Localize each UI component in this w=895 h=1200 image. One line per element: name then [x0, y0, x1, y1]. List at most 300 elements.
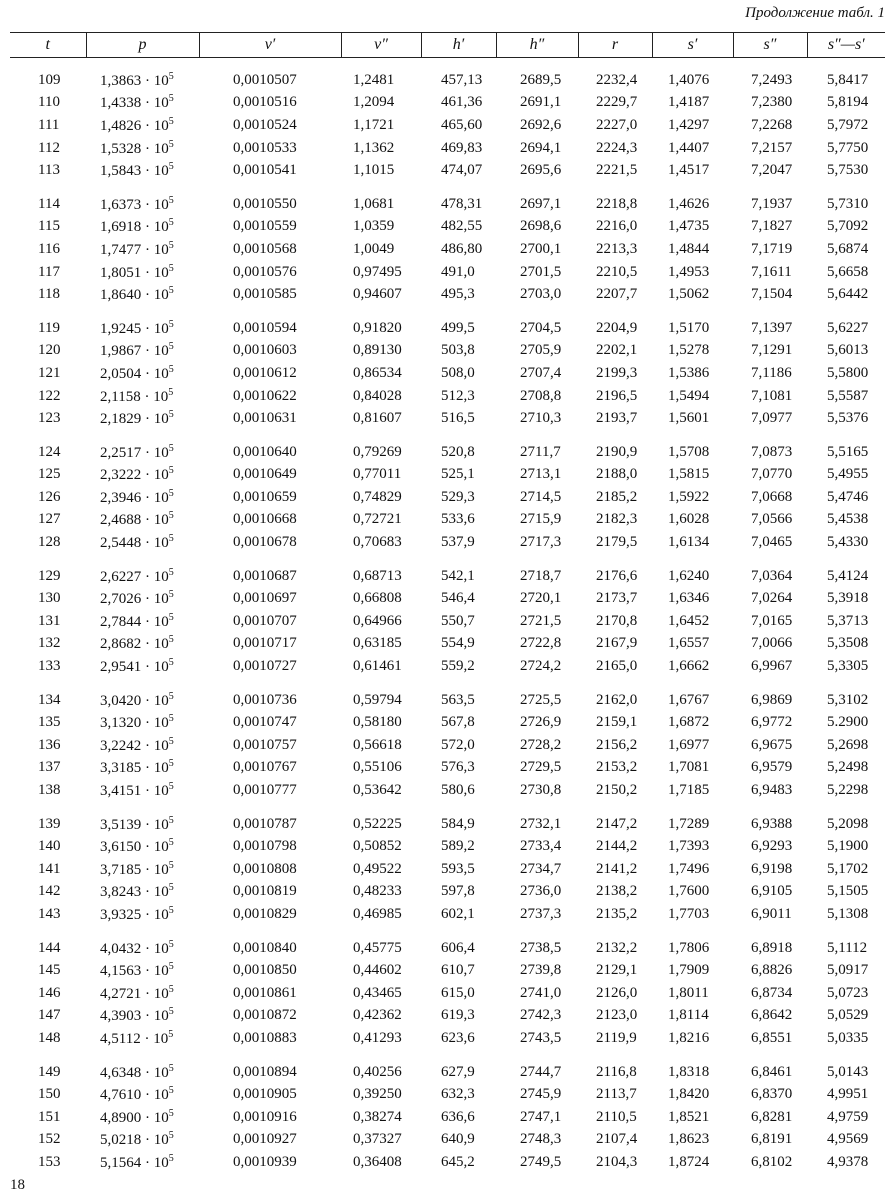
- cell-v-liquid: 0,0010516: [233, 94, 297, 111]
- table-row: [10, 441, 885, 464]
- cell-r: 2170,8: [596, 612, 638, 629]
- table-row: [10, 779, 885, 802]
- cell-s-diff: 5,6658: [827, 263, 869, 280]
- cell-s-liquid: 1,7185: [668, 782, 710, 799]
- cell-s-liquid: 1,6872: [668, 714, 710, 731]
- table-row: [10, 655, 885, 678]
- pressure-multiplier: · 10: [145, 715, 169, 732]
- cell-s-diff: 5,7750: [827, 139, 869, 156]
- cell-v-liquid: 0,0010550: [233, 195, 297, 212]
- pressure-multiplier: · 10: [145, 140, 169, 157]
- cell-r: 2185,2: [596, 488, 638, 505]
- pressure-mantissa: 2,8682: [100, 636, 142, 653]
- cell-r: 2216,0: [596, 218, 638, 235]
- cell-h-liquid: 597,8: [441, 883, 475, 900]
- cell-v-vapor: 1,1721: [353, 116, 395, 133]
- cell-v-liquid: 0,0010649: [233, 466, 297, 483]
- table-row: [10, 689, 885, 712]
- cell-p: [86, 137, 199, 160]
- cell-r: 2210,5: [596, 263, 638, 280]
- cell-h-liquid: 602,1: [441, 905, 475, 922]
- cell-t: 117: [38, 263, 60, 280]
- pressure-mantissa: 1,3863: [100, 72, 142, 89]
- pressure-multiplier: · 10: [145, 320, 169, 337]
- cell-s-diff: 5,6013: [827, 342, 869, 359]
- pressure-multiplier: · 10: [145, 613, 169, 630]
- table-row: [10, 734, 885, 757]
- cell-h-liquid: 632,3: [441, 1086, 475, 1103]
- cell-t: 126: [38, 488, 61, 505]
- table-row: [10, 1151, 885, 1174]
- cell-p: [86, 1027, 199, 1050]
- cell-v-liquid: 0,0010559: [233, 218, 297, 235]
- cell-s-liquid: 1,7703: [668, 905, 710, 922]
- cell-h-liquid: 645,2: [441, 1153, 475, 1170]
- table-row: [10, 1106, 885, 1129]
- cell-v-liquid: 0,0010687: [233, 567, 297, 584]
- cell-s-liquid: 1,5708: [668, 443, 710, 460]
- cell-v-liquid: 0,0010767: [233, 759, 297, 776]
- pressure-exponent: 5: [168, 657, 174, 669]
- cell-s-liquid: 1,8420: [668, 1086, 710, 1103]
- pressure-exponent: 5: [168, 194, 174, 206]
- cell-v-liquid: 0,0010659: [233, 488, 297, 505]
- pressure-multiplier: · 10: [145, 783, 169, 800]
- cell-v-liquid: 0,0010819: [233, 883, 297, 900]
- cell-v-vapor: 0,55106: [353, 759, 402, 776]
- cell-s-diff: 5,5376: [827, 410, 869, 427]
- cell-s-liquid: 1,5386: [668, 364, 710, 381]
- cell-s-liquid: 1,8318: [668, 1063, 710, 1080]
- pressure-exponent: 5: [168, 1006, 174, 1018]
- cell-s-vapor: 7,0873: [751, 443, 793, 460]
- table-row: [10, 1005, 885, 1028]
- group-spacer: [10, 554, 885, 565]
- cell-v-vapor: 0,36408: [353, 1153, 402, 1170]
- pressure-mantissa: 2,7844: [100, 613, 142, 630]
- cell-v-liquid: 0,0010697: [233, 590, 297, 607]
- pressure-mantissa: 1,8640: [100, 287, 142, 304]
- cell-p: [86, 937, 199, 960]
- cell-h-liquid: 508,0: [441, 364, 475, 381]
- cell-p: [86, 159, 199, 182]
- cell-v-vapor: 0,91820: [353, 319, 402, 336]
- table-caption: Продолжение табл. 1: [745, 5, 885, 21]
- cell-s-vapor: 7,2380: [751, 94, 793, 111]
- table-row: [10, 317, 885, 340]
- pressure-mantissa: 4,8900: [100, 1109, 142, 1126]
- cell-v-vapor: 0,97495: [353, 263, 402, 280]
- cell-s-vapor: 6,9483: [751, 782, 793, 799]
- cell-v-vapor: 0,40256: [353, 1063, 402, 1080]
- cell-v-vapor: 0,84028: [353, 387, 402, 404]
- cell-s-diff: 5,3102: [827, 691, 869, 708]
- cell-r: 2227,0: [596, 116, 638, 133]
- cell-s-diff: 5,5165: [827, 443, 869, 460]
- pressure-mantissa: 2,1829: [100, 411, 142, 428]
- cell-h-vapor: 2698,6: [520, 218, 562, 235]
- table-row: [10, 610, 885, 633]
- cell-v-liquid: 0,0010939: [233, 1153, 297, 1170]
- cell-s-vapor: 7,2493: [751, 71, 793, 88]
- pressure-multiplier: · 10: [145, 659, 169, 676]
- cell-h-liquid: 623,6: [441, 1029, 475, 1046]
- cell-v-liquid: 0,0010507: [233, 71, 297, 88]
- spacer-cell: [10, 926, 885, 937]
- cell-s-diff: 5,4538: [827, 511, 869, 528]
- cell-h-liquid: 516,5: [441, 410, 475, 427]
- cell-h-liquid: 584,9: [441, 815, 475, 832]
- table-row: [10, 982, 885, 1005]
- cell-r: 2229,7: [596, 94, 638, 111]
- cell-p: [86, 340, 199, 363]
- table-row: [10, 362, 885, 385]
- cell-s-vapor: 6,9198: [751, 860, 793, 877]
- cell-s-diff: 5,1308: [827, 905, 869, 922]
- cell-h-vapor: 2705,9: [520, 342, 562, 359]
- pressure-exponent: 5: [168, 1130, 174, 1142]
- cell-s-liquid: 1,6346: [668, 590, 710, 607]
- pressure-multiplier: · 10: [145, 884, 169, 901]
- cell-s-liquid: 1,5062: [668, 286, 710, 303]
- cell-s-liquid: 1,6557: [668, 635, 710, 652]
- table-row: [10, 464, 885, 487]
- table-row: [10, 565, 885, 588]
- pressure-multiplier: · 10: [145, 264, 169, 281]
- cell-s-vapor: 6,8191: [751, 1131, 793, 1148]
- cell-s-vapor: 6,9967: [751, 658, 793, 675]
- cell-h-liquid: 619,3: [441, 1007, 475, 1024]
- cell-s-vapor: 7,1719: [751, 240, 793, 257]
- cell-s-liquid: 1,7806: [668, 939, 710, 956]
- cell-t: 151: [38, 1108, 61, 1125]
- cell-t: 148: [38, 1029, 61, 1046]
- cell-s-vapor: 7,0066: [751, 635, 793, 652]
- cell-v-liquid: 0,0010757: [233, 736, 297, 753]
- cell-s-diff: 5,6874: [827, 240, 869, 257]
- cell-v-vapor: 1,2094: [353, 94, 395, 111]
- pressure-mantissa: 2,3946: [100, 489, 142, 506]
- cell-t: 131: [38, 612, 61, 629]
- cell-p: [86, 1129, 199, 1152]
- cell-h-liquid: 636,6: [441, 1108, 475, 1125]
- cell-h-vapor: 2739,8: [520, 962, 562, 979]
- cell-p: [86, 633, 199, 656]
- cell-r: 2165,0: [596, 658, 638, 675]
- pressure-mantissa: 3,7185: [100, 861, 142, 878]
- group-spacer: [10, 1050, 885, 1061]
- cell-t: 113: [38, 162, 60, 179]
- cell-s-liquid: 1,6028: [668, 511, 710, 528]
- cell-r: 2190,9: [596, 443, 638, 460]
- cell-h-vapor: 2742,3: [520, 1007, 562, 1024]
- pressure-multiplier: · 10: [145, 512, 169, 529]
- cell-v-vapor: 1,2481: [353, 71, 395, 88]
- cell-r: 2232,4: [596, 71, 638, 88]
- pressure-multiplier: · 10: [145, 95, 169, 112]
- cell-s-diff: 5,7092: [827, 218, 869, 235]
- cell-r: 2123,0: [596, 1007, 638, 1024]
- cell-t: 115: [38, 218, 60, 235]
- cell-v-vapor: 0,56618: [353, 736, 402, 753]
- pressure-exponent: 5: [168, 961, 174, 973]
- cell-v-vapor: 0,68713: [353, 567, 402, 584]
- cell-t: 118: [38, 286, 60, 303]
- cell-h-liquid: 461,36: [441, 94, 483, 111]
- table-body: [10, 58, 885, 1174]
- pressure-mantissa: 2,6227: [100, 568, 142, 585]
- group-spacer: [10, 182, 885, 193]
- table-row: [10, 531, 885, 554]
- cell-v-vapor: 1,0049: [353, 240, 395, 257]
- pressure-exponent: 5: [168, 1107, 174, 1119]
- cell-v-vapor: 0,48233: [353, 883, 402, 900]
- cell-v-liquid: 0,0010707: [233, 612, 297, 629]
- cell-p: [86, 835, 199, 858]
- table-row: [10, 114, 885, 137]
- cell-v-liquid: 0,0010736: [233, 691, 297, 708]
- spacer-cell: [10, 182, 885, 193]
- pressure-multiplier: · 10: [145, 737, 169, 754]
- cell-t: 130: [38, 590, 61, 607]
- cell-p: [86, 193, 199, 216]
- pressure-mantissa: 3,5139: [100, 816, 142, 833]
- cell-r: 2150,2: [596, 782, 638, 799]
- table-row: [10, 1129, 885, 1152]
- cell-s-liquid: 1,6134: [668, 534, 710, 551]
- cell-v-liquid: 0,0010927: [233, 1131, 297, 1148]
- pressure-exponent: 5: [168, 409, 174, 421]
- pressure-mantissa: 2,7026: [100, 591, 142, 608]
- pressure-multiplier: · 10: [145, 861, 169, 878]
- cell-h-vapor: 2741,0: [520, 984, 562, 1001]
- pressure-mantissa: 1,5328: [100, 140, 142, 157]
- table-row: [10, 711, 885, 734]
- cell-r: 2159,1: [596, 714, 638, 731]
- cell-s-diff: 5,1702: [827, 860, 869, 877]
- cell-v-liquid: 0,0010727: [233, 658, 297, 675]
- cell-h-liquid: 457,13: [441, 71, 483, 88]
- cell-s-diff: 5,0529: [827, 1007, 869, 1024]
- spacer-cell: [10, 554, 885, 565]
- cell-v-vapor: 0,77011: [353, 466, 402, 483]
- cell-v-vapor: 1,1362: [353, 139, 395, 156]
- cell-r: 2110,5: [596, 1108, 637, 1125]
- cell-h-liquid: 550,7: [441, 612, 475, 629]
- cell-h-liquid: 542,1: [441, 567, 475, 584]
- cell-p: [86, 238, 199, 261]
- cell-h-vapor: 2703,0: [520, 286, 562, 303]
- cell-r: 2116,8: [596, 1063, 637, 1080]
- cell-s-diff: 5,2098: [827, 815, 869, 832]
- pressure-mantissa: 4,1563: [100, 963, 142, 980]
- col-header-v-vapor: v″: [341, 33, 421, 58]
- cell-p: [86, 317, 199, 340]
- cell-s-liquid: 1,8521: [668, 1108, 710, 1125]
- table-row: [10, 407, 885, 430]
- cell-p: [86, 407, 199, 430]
- cell-t: 149: [38, 1063, 61, 1080]
- cell-s-vapor: 6,8102: [751, 1153, 793, 1170]
- pressure-multiplier: · 10: [145, 692, 169, 709]
- pressure-multiplier: · 10: [145, 940, 169, 957]
- cell-r: 2141,2: [596, 860, 638, 877]
- cell-v-liquid: 0,0010883: [233, 1029, 297, 1046]
- cell-h-liquid: 576,3: [441, 759, 475, 776]
- table-row: [10, 959, 885, 982]
- pressure-mantissa: 3,2242: [100, 737, 142, 754]
- cell-r: 2167,9: [596, 635, 638, 652]
- cell-s-vapor: 7,1081: [751, 387, 793, 404]
- cell-r: 2224,3: [596, 139, 638, 156]
- cell-h-vapor: 2730,8: [520, 782, 562, 799]
- cell-h-vapor: 2738,5: [520, 939, 562, 956]
- cell-s-diff: 5,7972: [827, 116, 869, 133]
- pressure-mantissa: 1,9867: [100, 343, 142, 360]
- pressure-mantissa: 3,8243: [100, 884, 142, 901]
- cell-r: 2147,2: [596, 815, 638, 832]
- table-row: [10, 903, 885, 926]
- cell-h-vapor: 2725,5: [520, 691, 562, 708]
- pressure-exponent: 5: [168, 93, 174, 105]
- cell-s-liquid: 1,4626: [668, 195, 710, 212]
- cell-h-vapor: 2743,5: [520, 1029, 562, 1046]
- cell-s-diff: 4,9759: [827, 1108, 869, 1125]
- cell-s-diff: 5,6227: [827, 319, 869, 336]
- cell-v-liquid: 0,0010622: [233, 387, 297, 404]
- pressure-mantissa: 2,2517: [100, 444, 142, 461]
- cell-r: 2138,2: [596, 883, 638, 900]
- pressure-exponent: 5: [168, 442, 174, 454]
- cell-t: 135: [38, 714, 61, 731]
- pressure-multiplier: · 10: [145, 343, 169, 360]
- cell-v-liquid: 0,0010905: [233, 1086, 297, 1103]
- cell-p: [86, 531, 199, 554]
- pressure-exponent: 5: [168, 363, 174, 375]
- pressure-mantissa: 4,7610: [100, 1087, 142, 1104]
- cell-s-diff: 5,4124: [827, 567, 869, 584]
- cell-p: [86, 1151, 199, 1174]
- pressure-mantissa: 2,9541: [100, 659, 142, 676]
- cell-p: [86, 283, 199, 306]
- pressure-exponent: 5: [168, 566, 174, 578]
- cell-r: 2156,2: [596, 736, 638, 753]
- pressure-mantissa: 1,9245: [100, 320, 142, 337]
- cell-s-liquid: 1,5170: [668, 319, 710, 336]
- steam-table: [10, 32, 885, 1174]
- cell-r: 2162,0: [596, 691, 638, 708]
- pressure-multiplier: · 10: [145, 568, 169, 585]
- pressure-multiplier: · 10: [145, 760, 169, 777]
- cell-s-vapor: 6,9011: [751, 905, 792, 922]
- cell-v-vapor: 0,58180: [353, 714, 402, 731]
- group-spacer: [10, 306, 885, 317]
- cell-h-liquid: 465,60: [441, 116, 483, 133]
- cell-s-diff: 5,3918: [827, 590, 869, 607]
- cell-v-vapor: 0,94607: [353, 286, 402, 303]
- table-row: [10, 193, 885, 216]
- cell-h-vapor: 2694,1: [520, 139, 562, 156]
- pressure-mantissa: 1,8051: [100, 264, 142, 281]
- col-header-h-liquid: h′: [421, 33, 496, 58]
- pressure-multiplier: · 10: [145, 241, 169, 258]
- cell-s-diff: 5.2900: [827, 714, 869, 731]
- cell-s-diff: 4,9378: [827, 1153, 869, 1170]
- page-number: 18: [10, 1177, 25, 1193]
- cell-s-liquid: 1,8724: [668, 1153, 710, 1170]
- cell-v-liquid: 0,0010894: [233, 1063, 297, 1080]
- cell-v-liquid: 0,0010640: [233, 443, 297, 460]
- cell-v-liquid: 0,0010840: [233, 939, 297, 956]
- cell-p: [86, 261, 199, 284]
- pressure-exponent: 5: [168, 882, 174, 894]
- cell-h-vapor: 2733,4: [520, 838, 562, 855]
- cell-s-liquid: 1,5815: [668, 466, 710, 483]
- cell-s-diff: 5,5800: [827, 364, 869, 381]
- cell-s-liquid: 1,4517: [668, 162, 710, 179]
- pressure-multiplier: · 10: [144, 388, 169, 405]
- cell-s-liquid: 1,7081: [668, 759, 710, 776]
- cell-s-diff: 5,4330: [827, 534, 869, 551]
- cell-h-liquid: 486,80: [441, 240, 483, 257]
- cell-h-liquid: 559,2: [441, 658, 475, 675]
- pressure-exponent: 5: [168, 611, 174, 623]
- cell-s-vapor: 7,0668: [751, 488, 793, 505]
- cell-s-liquid: 1,4844: [668, 240, 710, 257]
- spacer-cell: [10, 430, 885, 441]
- col-header-v-liquid: v′: [199, 33, 341, 58]
- table-row: [10, 835, 885, 858]
- pressure-mantissa: 2,0504: [100, 365, 142, 382]
- cell-r: 2207,7: [596, 286, 638, 303]
- cell-h-liquid: 469,83: [441, 139, 483, 156]
- cell-h-vapor: 2707,4: [520, 364, 562, 381]
- group-spacer: [10, 678, 885, 689]
- cell-t: 153: [38, 1153, 61, 1170]
- cell-s-vapor: 6,8642: [751, 1007, 793, 1024]
- cell-s-diff: 5,0335: [827, 1029, 869, 1046]
- pressure-exponent: 5: [168, 487, 174, 499]
- cell-s-vapor: 7,0977: [751, 410, 793, 427]
- cell-v-liquid: 0,0010524: [233, 116, 297, 133]
- cell-p: [86, 655, 199, 678]
- cell-p: [86, 757, 199, 780]
- cell-v-vapor: 1,0681: [353, 195, 395, 212]
- pressure-multiplier: · 10: [145, 985, 169, 1002]
- cell-r: 2218,8: [596, 195, 638, 212]
- cell-s-liquid: 1,8114: [668, 1007, 709, 1024]
- cell-v-vapor: 0,52225: [353, 815, 402, 832]
- cell-h-vapor: 2745,9: [520, 1086, 562, 1103]
- table-row: [10, 587, 885, 610]
- col-header-s-diff: s″—s′: [807, 33, 885, 58]
- cell-s-vapor: 6,8461: [751, 1063, 793, 1080]
- cell-p: [86, 1083, 199, 1106]
- cell-v-vapor: 0,81607: [353, 410, 402, 427]
- col-header-r: r: [578, 33, 652, 58]
- pressure-exponent: 5: [168, 1085, 174, 1097]
- cell-h-vapor: 2736,0: [520, 883, 562, 900]
- cell-h-vapor: 2744,7: [520, 1063, 562, 1080]
- cell-t: 127: [38, 511, 61, 528]
- cell-v-liquid: 0,0010747: [233, 714, 297, 731]
- cell-v-liquid: 0,0010594: [233, 319, 297, 336]
- spacer-cell: [10, 306, 885, 317]
- pressure-exponent: 5: [168, 1062, 174, 1074]
- cell-s-vapor: 6,8281: [751, 1108, 793, 1125]
- pressure-multiplier: · 10: [145, 591, 169, 608]
- pressure-mantissa: 1,6373: [100, 196, 142, 213]
